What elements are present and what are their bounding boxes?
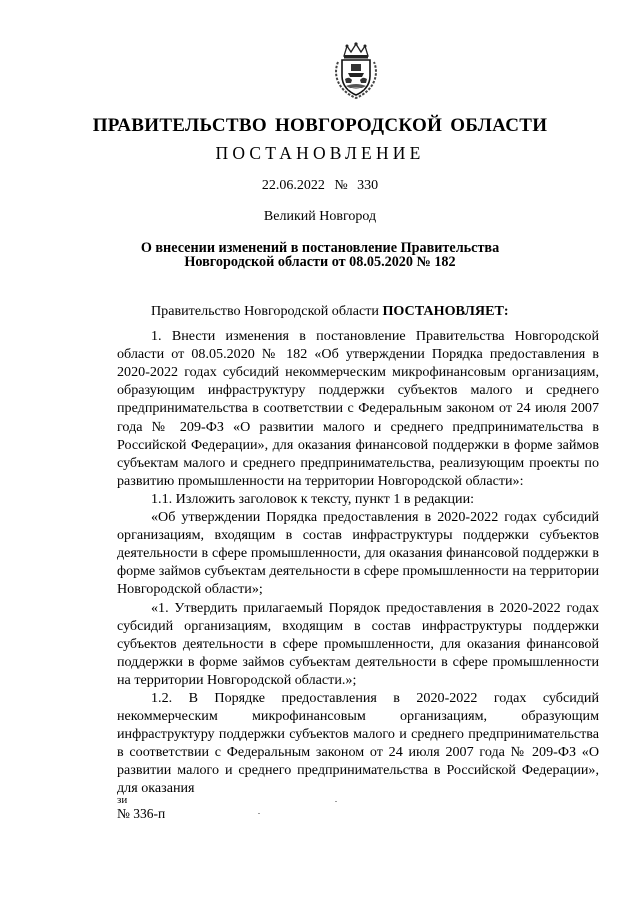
decree-prefix: Правительство Новгородской области [151, 303, 383, 319]
subject-line-1: О внесении изменений в постановление Правительства [140, 240, 500, 256]
date-number-line [0, 178, 640, 194]
body-paragraph: 1. Внести изменения в постановление Правительства Новгородской области от 08.05.2020 № 182 «Об утверждении Порядка предоставления в 2020-2022 годах субсидий некоммерческим микрофинансовым организациям, образующим инфраструктуру поддержки субъектов малого и среднего предпринимательства в соответствии с Федеральным законом от 24 июля 2007 года № 209-ФЗ «О развитии малого и среднего предпринимательства в Российской Федерации», для оказания финансовой поддержки в форме займов субъектам малого и среднего предпринимательства, реализующим проекты по развитию промышленности на территории Новгородской области»: [117, 328, 599, 489]
document-subject [0, 241, 640, 269]
document-type: ПОСТАНОВЛЕНИЕ [215, 143, 425, 163]
scan-artifact [335, 801, 337, 802]
document-date: 22.06.2022 [261, 178, 325, 193]
document-body [117, 302, 599, 798]
scan-artifact [258, 813, 260, 814]
body-paragraph: 1.1. Изложить заголовок к тексту, пункт 1 в редакции: [151, 490, 475, 507]
coat-of-arms-icon [331, 42, 381, 100]
decree-word: ПОСТАНОВЛЯЕТ: [382, 303, 509, 319]
decree-line [117, 302, 599, 320]
city-name: Великий Новгород [263, 209, 377, 224]
document-number: 330 [357, 178, 379, 193]
body-paragraph: «Об утверждении Порядка предоставления в 2020-2022 годах субсидий организациям, входящим в состав инфраструктуры поддержки субъектов деятельности в сфере промышленности, для оказания финансовой поддержки в форме займов субъектам деятельности в сфере промышленности на территории Новгородской области»; [117, 509, 599, 598]
footer-number: № 336-п [117, 806, 166, 821]
subject-line-2: Новгородской области от 08.05.2020 № 182 [184, 254, 456, 270]
number-sign: № [334, 178, 348, 193]
organization-title: ПРАВИТЕЛЬСТВО НОВГОРОДСКОЙ ОБЛАСТИ [92, 115, 548, 136]
footer-code: зи [117, 794, 128, 806]
body-paragraph: 1.2. В Порядке предоставления в 2020-2022 годах субсидий некоммерческим микрофинансовым организациям, образующим инфраструктуру поддержки субъектов малого и среднего предпринимательства в соответствии с Федеральным законом от 24 июля 2007 года № 209-ФЗ «О развитии малого и среднего предпринимательства в Российской Федерации», для оказания [117, 689, 599, 797]
body-paragraph: «1. Утвердить прилагаемый Порядок предоставления в 2020-2022 годах субсидий организациям, входящим в состав инфраструктуры поддержки субъектов деятельности в сфере промышленности, для оказания финансовой поддержки в форме займов субъектам деятельности в сфере промышленности на территории Новгородской области.»; [117, 599, 599, 688]
